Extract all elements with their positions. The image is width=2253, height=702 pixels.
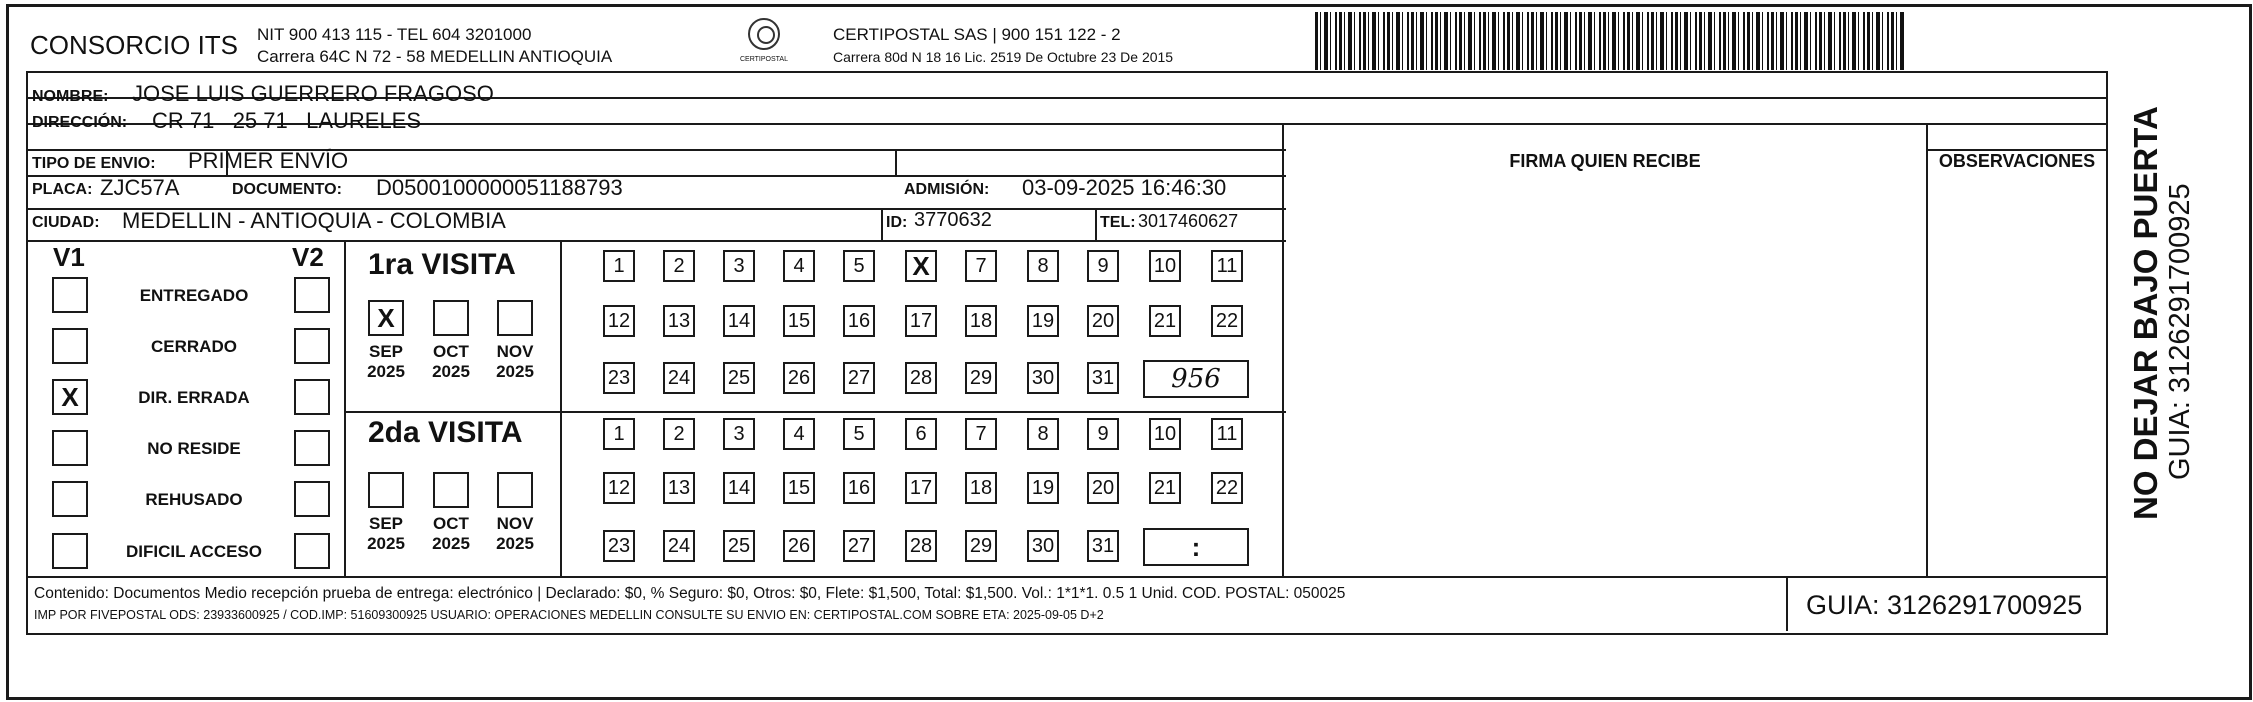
tel-value: 3017460627	[1138, 211, 1239, 231]
name-label: NOMBRE:	[32, 88, 109, 105]
visit2-day-box[interactable]: 16	[843, 472, 875, 504]
shipment-type-label: TIPO DE ENVIO:	[32, 155, 156, 172]
footer-contents: Contenido: Documentos Medio recepción prueba de entrega: electrónico | Declarado: $0, % Seguro: $0, Otros: $0, Flete: $1,500, Total: $1,500. Vol.: 1*1*1. 0.5 1 Unid. COD. POSTAL: 050025	[34, 585, 1346, 602]
visit1-month-year: 2025	[496, 362, 534, 382]
visit1-day-box[interactable]: 9	[1087, 250, 1119, 282]
visit1-day-box[interactable]: 2	[663, 250, 695, 282]
company-line2: Carrera 64C N 72 - 58 MEDELLIN ANTIOQUIA	[257, 47, 613, 66]
visit1-day-box[interactable]: 16	[843, 305, 875, 337]
observations-header: OBSERVACIONES	[1938, 151, 2096, 171]
v1-checkbox[interactable]	[52, 277, 88, 313]
company-name: CONSORCIO ITS	[30, 30, 239, 60]
visit2-day-box[interactable]: 4	[783, 418, 815, 450]
visit1-day-box[interactable]: 31	[1087, 362, 1119, 394]
visit1-day-box[interactable]: 25	[723, 362, 755, 394]
v1-check-mark: X	[61, 382, 79, 412]
visit2-day-box[interactable]: 20	[1087, 472, 1119, 504]
visit2-day-box[interactable]: 26	[783, 530, 815, 562]
visit2-day-box[interactable]: 22	[1211, 472, 1243, 504]
visit2-title: 2da VISITA	[368, 416, 523, 449]
recipient-name: JOSE LUIS GUERRERO FRAGOSO	[132, 81, 494, 106]
v1-checkbox[interactable]	[52, 328, 88, 364]
visit2-month-label	[360, 514, 412, 555]
visit1-day-box[interactable]: 21	[1149, 305, 1181, 337]
visit1-day-box[interactable]: 8	[1027, 250, 1059, 282]
admission-value: 03-09-2025 16:46:30	[1022, 175, 1227, 200]
plate-value: ZJC57A	[100, 175, 180, 200]
visit2-month-year: 2025	[367, 534, 405, 554]
status-label: ENTREGADO	[139, 286, 249, 305]
visit2-day-box[interactable]: 11	[1211, 418, 1243, 450]
visit2-day-box[interactable]: 28	[905, 530, 937, 562]
visit2-day-box[interactable]: 7	[965, 418, 997, 450]
visit2-day-box[interactable]: 29	[965, 530, 997, 562]
visit1-month-name: OCT	[433, 342, 469, 361]
footer-print-info: IMP POR FIVEPOSTAL ODS: 23933600925 / COD.IMP: 51609300925 USUARIO: OPERACIONES MEDELLIN CONSULTE SU ENVIO EN: CERTIPOSTAL.COM SOBRE ETA: 2025-09-05 D+2	[34, 608, 1104, 622]
visit2-day-box[interactable]: 19	[1027, 472, 1059, 504]
visit2-day-box[interactable]: 14	[723, 472, 755, 504]
logo-caption: CERTIPOSTAL	[740, 56, 788, 63]
visit2-day-box[interactable]: 8	[1027, 418, 1059, 450]
visit1-day-box[interactable]: 13	[663, 305, 695, 337]
v1-checkbox[interactable]	[52, 481, 88, 517]
signature-header: FIRMA QUIEN RECIBE	[1509, 151, 1701, 171]
address-label: DIRECCIÓN:	[32, 114, 128, 131]
visit1-day-box[interactable]: 17	[905, 305, 937, 337]
visit1-day-box[interactable]: 30	[1027, 362, 1059, 394]
visit1-month-name: SEP	[368, 342, 404, 361]
visit1-month-year: 2025	[432, 362, 470, 382]
visit1-day-box[interactable]: 4	[783, 250, 815, 282]
visit1-day-box[interactable]: 5	[843, 250, 875, 282]
tel-label: TEL:	[1100, 214, 1136, 231]
visit2-day-box[interactable]: 25	[723, 530, 755, 562]
visit1-day-box[interactable]: 19	[1027, 305, 1059, 337]
visit1-month-name: NOV	[496, 342, 534, 361]
status-label: NO RESIDE	[147, 439, 241, 458]
footer-guia: GUIA: 3126291700925	[1806, 590, 2083, 620]
visit1-month-mark: X	[377, 303, 395, 333]
id-value: 3770632	[914, 209, 992, 231]
visit2-day-box[interactable]: 15	[783, 472, 815, 504]
status-label: CERRADO	[151, 337, 237, 356]
visit1-day-box[interactable]: 28	[905, 362, 937, 394]
visit2-day-box[interactable]: 13	[663, 472, 695, 504]
visit1-day-box[interactable]: 23	[603, 362, 635, 394]
visit2-month-checkbox[interactable]	[368, 472, 404, 508]
certipostal-logo-icon	[748, 18, 780, 50]
company-line1: NIT 900 413 115 - TEL 604 3201000	[257, 25, 532, 44]
v2-header: V2	[292, 242, 324, 272]
visit1-title: 1ra VISITA	[368, 248, 516, 281]
v1-checkbox[interactable]	[52, 379, 88, 415]
barcode	[1315, 12, 1905, 70]
carrier-line2: Carrera 80d N 18 16 Lic. 2519 De Octubre 23 De 2015	[833, 49, 1174, 65]
visit2-day-box[interactable]: 9	[1087, 418, 1119, 450]
v2-checkbox[interactable]	[294, 533, 330, 569]
visit2-day-box[interactable]: 23	[603, 530, 635, 562]
document-label: DOCUMENTO:	[232, 181, 342, 198]
v1-header: V1	[53, 242, 85, 272]
side-guia: GUIA: 3126291700925	[2164, 183, 2196, 480]
visit2-month-name: OCT	[433, 514, 469, 533]
visit2-day-box[interactable]: 12	[603, 472, 635, 504]
visit2-day-box[interactable]: 30	[1027, 530, 1059, 562]
visit2-month-label	[425, 514, 477, 555]
visit2-month-year: 2025	[432, 534, 470, 554]
city-value: MEDELLIN - ANTIOQUIA - COLOMBIA	[122, 208, 506, 233]
v2-checkbox[interactable]	[294, 328, 330, 364]
visit2-day-box[interactable]: 5	[843, 418, 875, 450]
visit1-day-box[interactable]: 22	[1211, 305, 1243, 337]
visit2-day-box[interactable]: 3	[723, 418, 755, 450]
visit2-day-box[interactable]: 6	[905, 418, 937, 450]
recipient-address: CR 71 25 71 LAURELES	[152, 108, 422, 133]
visit1-time-box[interactable]: 956	[1143, 360, 1249, 398]
v1-checkbox[interactable]	[52, 430, 88, 466]
v2-checkbox[interactable]	[294, 379, 330, 415]
v2-checkbox[interactable]	[294, 430, 330, 466]
visit2-day-box[interactable]: 10	[1149, 418, 1181, 450]
visit1-day-box[interactable]: X	[905, 250, 937, 282]
carrier-line1: CERTIPOSTAL SAS | 900 151 122 - 2	[833, 25, 1121, 44]
document-value: D0500100000051188793	[376, 175, 623, 200]
visit1-month-year: 2025	[367, 362, 405, 382]
visit2-month-name: NOV	[496, 514, 534, 533]
shipment-type: PRIMER ENVÍO	[188, 148, 349, 173]
visit2-day-box[interactable]: 17	[905, 472, 937, 504]
visit1-day-box[interactable]: 10	[1149, 250, 1181, 282]
status-label: DIR. ERRADA	[138, 388, 250, 407]
observations-area[interactable]	[1928, 176, 2104, 574]
visit1-month-label	[360, 342, 412, 383]
visit2-month-name: SEP	[368, 514, 404, 533]
status-label: REHUSADO	[145, 490, 243, 509]
visit2-month-checkbox[interactable]	[433, 472, 469, 508]
plate-label: PLACA:	[32, 181, 93, 198]
visit1-month-checkbox[interactable]	[368, 300, 404, 336]
city-label: CIUDAD:	[32, 214, 100, 231]
visit2-time-box[interactable]: :	[1143, 528, 1249, 566]
visit2-month-year: 2025	[496, 534, 534, 554]
visit1-day-box[interactable]: 1	[603, 250, 635, 282]
visit2-day-box[interactable]: 1	[603, 418, 635, 450]
visit2-month-label	[489, 514, 541, 555]
visit2-day-box[interactable]: 18	[965, 472, 997, 504]
visit1-month-label	[489, 342, 541, 383]
visit1-month-checkbox[interactable]	[433, 300, 469, 336]
status-label: DIFICIL ACCESO	[125, 542, 262, 561]
visit2-day-box[interactable]: 24	[663, 530, 695, 562]
visit1-day-box[interactable]: 15	[783, 305, 815, 337]
side-warning: NO DEJAR BAJO PUERTA	[2127, 106, 2164, 520]
visit2-day-box[interactable]: 2	[663, 418, 695, 450]
visit1-month-label	[425, 342, 477, 383]
visit1-day-box[interactable]: 27	[843, 362, 875, 394]
visit1-day-box[interactable]: 29	[965, 362, 997, 394]
visit2-month-checkbox[interactable]	[497, 472, 533, 508]
visit1-day-box[interactable]: 12	[603, 305, 635, 337]
v1-checkbox[interactable]	[52, 533, 88, 569]
visit1-day-box[interactable]: 24	[663, 362, 695, 394]
visit1-day-box[interactable]: 26	[783, 362, 815, 394]
id-label: ID:	[886, 214, 908, 231]
admission-label: ADMISIÓN:	[904, 181, 990, 198]
visit2-day-box[interactable]: 21	[1149, 472, 1181, 504]
visit1-day-box[interactable]: 20	[1087, 305, 1119, 337]
visit1-day-box[interactable]: 18	[965, 305, 997, 337]
visit2-day-box[interactable]: 31	[1087, 530, 1119, 562]
visit1-day-box[interactable]: 3	[723, 250, 755, 282]
visit1-day-box[interactable]: 14	[723, 305, 755, 337]
visit1-month-checkbox[interactable]	[497, 300, 533, 336]
visit1-day-box[interactable]: 11	[1211, 250, 1243, 282]
visit2-day-box[interactable]: 27	[843, 530, 875, 562]
signature-area[interactable]	[1284, 176, 1924, 574]
v2-checkbox[interactable]	[294, 277, 330, 313]
v2-checkbox[interactable]	[294, 481, 330, 517]
visit1-day-box[interactable]: 7	[965, 250, 997, 282]
